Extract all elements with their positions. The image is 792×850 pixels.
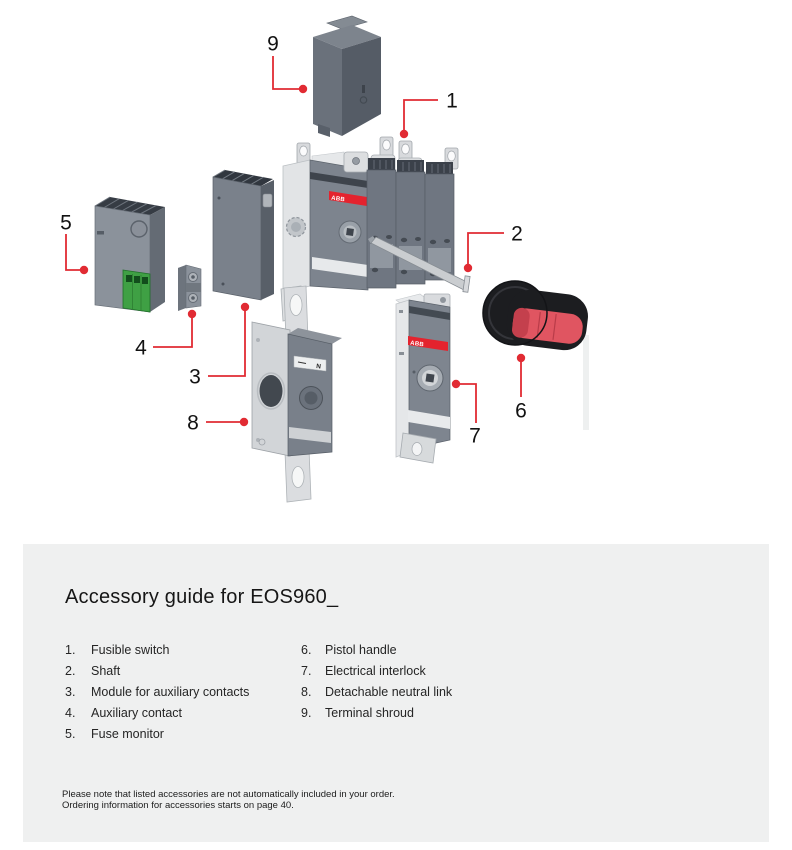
fuse-carriers <box>367 158 454 288</box>
callout-number: 3 <box>189 365 201 389</box>
callout-2 <box>464 223 523 273</box>
item-label: Electrical interlock <box>325 664 426 678</box>
item-label: Pistol handle <box>325 643 397 657</box>
callout-number: 9 <box>267 32 279 56</box>
green-terminal-block <box>123 270 150 312</box>
aux-contacts-module-illustration <box>213 170 274 300</box>
callout-3 <box>189 303 249 389</box>
callout-9 <box>267 33 307 94</box>
aux-contact-illustration <box>178 265 201 311</box>
fuse-monitor-illustration <box>95 197 165 312</box>
callout-dot <box>517 354 525 362</box>
item-label: Auxiliary contact <box>91 706 183 720</box>
order-note <box>62 789 395 811</box>
callout-number: 5 <box>60 211 72 235</box>
order-note-line: Ordering information for accessories starts on page 40. <box>62 800 294 811</box>
neutral-label-text: N <box>315 363 322 371</box>
callout-dot <box>240 418 248 426</box>
callout-number: 1 <box>446 89 458 113</box>
item-number: 4. <box>65 706 76 720</box>
item-number: 5. <box>65 727 76 741</box>
item-label: Module for auxiliary contacts <box>91 685 250 699</box>
callout-4 <box>135 310 196 360</box>
item-number: 1. <box>65 643 76 657</box>
page-title: Accessory guide for EOS960_ <box>65 586 339 608</box>
list-item <box>65 661 295 682</box>
fusible-switch-illustration <box>281 137 458 321</box>
callout-1 <box>400 90 458 139</box>
callout-number: 8 <box>187 411 199 435</box>
abb-logo-text-interlock: ABB <box>409 340 425 349</box>
item-number: 6. <box>301 643 312 657</box>
callout-number: 6 <box>515 399 527 423</box>
item-label: Detachable neutral link <box>325 685 453 699</box>
callout-number: 2 <box>511 222 523 246</box>
abb-logo-text: ABB <box>330 195 346 204</box>
callout-dot <box>452 380 460 388</box>
faint-part-edge <box>583 335 589 430</box>
callout-5 <box>60 212 88 275</box>
item-number: 8. <box>301 685 312 699</box>
electrical-interlock-illustration <box>396 294 450 463</box>
callout-7 <box>452 380 481 448</box>
list-item <box>301 640 561 661</box>
list-item <box>65 703 295 724</box>
callout-6 <box>515 354 527 423</box>
terminal-shroud-illustration <box>313 16 381 137</box>
item-number: 3. <box>65 685 76 699</box>
item-number: 2. <box>65 664 76 678</box>
item-number: 7. <box>301 664 312 678</box>
callout-number: 7 <box>469 424 481 448</box>
item-label: Fuse monitor <box>91 727 164 741</box>
pistol-handle-illustration <box>483 281 591 353</box>
item-label: Terminal shroud <box>325 706 414 720</box>
callout-dot <box>299 85 307 93</box>
callout-dot <box>80 266 88 274</box>
callout-8 <box>187 412 248 435</box>
neutral-link-illustration <box>252 286 342 502</box>
accessory-guide-panel <box>23 544 769 842</box>
callout-dot <box>464 264 472 272</box>
item-label: Shaft <box>91 664 121 678</box>
item-label: Fusible switch <box>91 643 170 657</box>
accessory-list-right <box>301 640 561 724</box>
list-item <box>65 724 295 745</box>
callout-dot <box>188 310 196 318</box>
accessory-list-left <box>65 640 295 745</box>
callout-dot <box>400 130 408 138</box>
item-number: 9. <box>301 706 312 720</box>
list-item <box>301 661 561 682</box>
callout-dot <box>241 303 249 311</box>
list-item <box>301 703 561 724</box>
list-item <box>301 682 561 703</box>
callout-number: 4 <box>135 336 147 360</box>
list-item <box>65 682 295 703</box>
list-item <box>65 640 295 661</box>
order-note-line: Please note that listed accessories are not automatically included in your order. <box>62 789 395 800</box>
